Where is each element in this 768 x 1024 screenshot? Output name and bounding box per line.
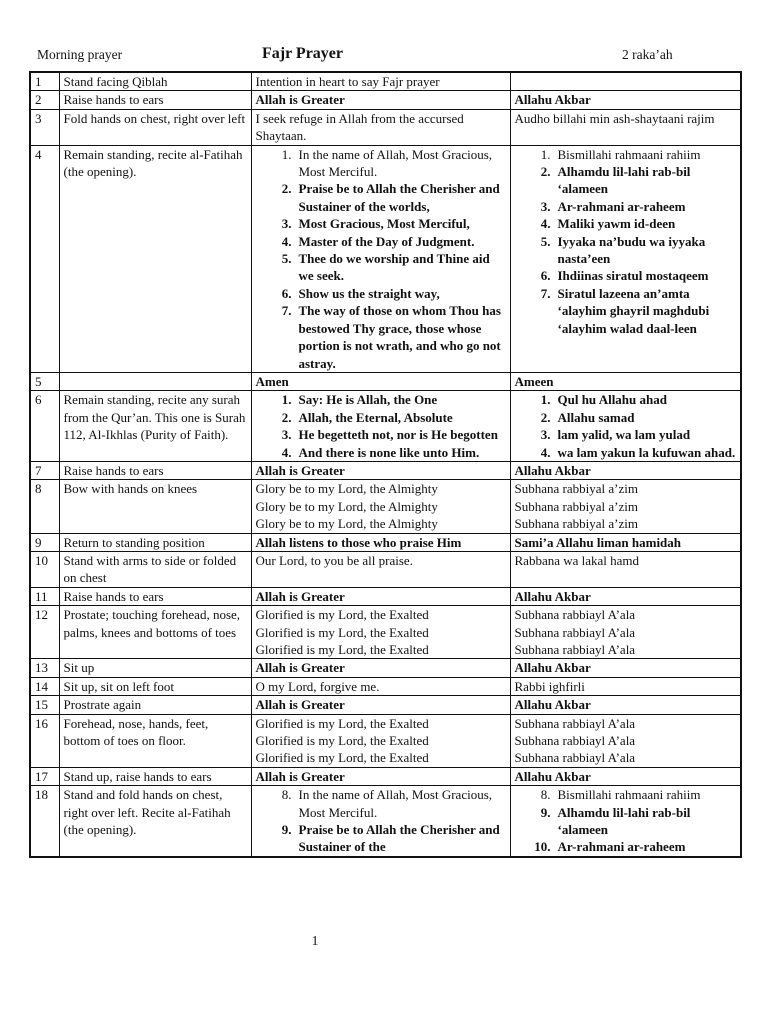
step-english: Allah is Greater bbox=[251, 767, 510, 785]
recitation-line: Glorified is my Lord, the Exalted bbox=[255, 733, 429, 749]
step-arabic: Allahu Akbar bbox=[510, 91, 741, 109]
step-action: Sit up, sit on left foot bbox=[59, 677, 251, 695]
step-number: 15 bbox=[30, 696, 59, 714]
step-action: Fold hands on chest, right over left bbox=[59, 109, 251, 145]
item-text: Say: He is Allah, the One bbox=[298, 392, 438, 408]
item-number: 2. bbox=[540, 164, 551, 180]
step-arabic: Allahu Akbar bbox=[510, 659, 741, 677]
ikhlas-arabic-list bbox=[515, 391, 737, 461]
step-number: 7 bbox=[30, 461, 59, 479]
step-english: I seek refuge in Allah from the accursed Shaytaan. bbox=[251, 109, 510, 145]
step-arabic: Allahu Akbar bbox=[510, 461, 741, 479]
item-number: 1. bbox=[281, 146, 292, 162]
table-row bbox=[30, 696, 741, 714]
item-text: Qul hu Allahu ahad bbox=[557, 392, 667, 408]
step-action: Bow with hands on knees bbox=[59, 480, 251, 533]
step-action: Raise hands to ears bbox=[59, 91, 251, 109]
table-row bbox=[30, 767, 741, 785]
list-item bbox=[515, 198, 737, 215]
list-item bbox=[515, 163, 737, 198]
step-arabic: Rabbana wa lakal hamd bbox=[510, 551, 741, 587]
item-number: 1. bbox=[540, 392, 551, 408]
table-row bbox=[30, 606, 741, 659]
step-action: Remain standing, recite al-Fatihah (the opening). bbox=[59, 145, 251, 372]
item-text: Alhamdu lil-lahi rab-bil ‘alameen bbox=[557, 164, 691, 197]
item-number: 7. bbox=[281, 303, 292, 319]
step-arabic bbox=[510, 145, 741, 372]
recitation-line: Glorified is my Lord, the Exalted bbox=[255, 607, 429, 623]
list-item bbox=[256, 250, 506, 285]
step-action: Stand up, raise hands to ears bbox=[59, 767, 251, 785]
list-item bbox=[515, 267, 737, 284]
list-item bbox=[256, 821, 506, 856]
recitation-line: Glorified is my Lord, the Exalted bbox=[255, 715, 429, 731]
step-number: 12 bbox=[30, 606, 59, 659]
list-item bbox=[515, 233, 737, 268]
item-text: Alhamdu lil-lahi rab-bil ‘alameen bbox=[557, 804, 691, 838]
step-arabic bbox=[510, 391, 741, 462]
table-row bbox=[30, 677, 741, 695]
step-action: Raise hands to ears bbox=[59, 461, 251, 479]
list-item bbox=[515, 786, 737, 803]
recitation-line: Glorified is my Lord, the Exalted bbox=[255, 642, 429, 657]
step-action bbox=[59, 372, 251, 390]
step-english: Allah listens to those who praise Him bbox=[251, 533, 510, 551]
step-number: 14 bbox=[30, 677, 59, 695]
table-row bbox=[30, 391, 741, 462]
item-number: 3. bbox=[540, 198, 551, 214]
list-item bbox=[256, 146, 506, 181]
recitation-line: Glory be to my Lord, the Almighty bbox=[255, 481, 438, 497]
item-number: 4. bbox=[540, 444, 551, 460]
item-text: Iyyaka na’budu wa iyyaka nasta’een bbox=[557, 233, 706, 267]
item-number: 3. bbox=[281, 427, 292, 443]
fatihah-arabic-list bbox=[515, 786, 737, 856]
document-title: Fajr Prayer bbox=[262, 45, 343, 62]
ikhlas-english-list bbox=[256, 391, 506, 461]
rakah-count: 2 raka’ah bbox=[622, 47, 673, 62]
table-row bbox=[30, 714, 741, 767]
step-arabic: Ameen bbox=[510, 372, 741, 390]
recitation-line: Subhana rabbiayl A’ala bbox=[514, 642, 636, 657]
list-item bbox=[515, 285, 737, 337]
list-item bbox=[515, 426, 737, 443]
item-text: Master of the Day of Judgment. bbox=[298, 233, 475, 249]
step-arabic bbox=[510, 606, 741, 659]
item-text: Bismillahi rahmaani rahiim bbox=[557, 146, 701, 162]
list-item bbox=[515, 838, 737, 855]
list-item bbox=[256, 444, 506, 461]
step-action: Remain standing, recite any surah from the Qur’an. This one is Surah 112, Al-Ikhlas (Purity of Faith). bbox=[59, 391, 251, 462]
step-english bbox=[251, 145, 510, 372]
item-text: Siratul lazeena an’amta ‘alayhim ghayril maghdubi ‘alayhim walad daal-leen bbox=[557, 285, 710, 336]
item-number: 4. bbox=[281, 444, 292, 460]
list-item bbox=[256, 786, 506, 821]
step-english: Intention in heart to say Fajr prayer bbox=[251, 72, 510, 91]
item-text: And there is none like unto Him. bbox=[298, 444, 480, 460]
step-arabic bbox=[510, 786, 741, 857]
recitation-line: Glory be to my Lord, the Almighty bbox=[255, 516, 438, 532]
step-arabic bbox=[510, 480, 741, 533]
item-number: 3. bbox=[281, 216, 292, 232]
step-number: 6 bbox=[30, 391, 59, 462]
list-item bbox=[515, 409, 737, 426]
step-number: 2 bbox=[30, 91, 59, 109]
list-item bbox=[515, 146, 737, 163]
step-arabic: Allahu Akbar bbox=[510, 587, 741, 605]
list-item bbox=[256, 285, 506, 302]
table-row bbox=[30, 659, 741, 677]
recitation-line: Subhana rabbiayl A’ala bbox=[514, 733, 636, 749]
step-action: Sit up bbox=[59, 659, 251, 677]
item-number: 5. bbox=[540, 233, 551, 249]
item-number: 3. bbox=[540, 427, 551, 443]
item-text: lam yalid, wa lam yulad bbox=[557, 427, 691, 443]
list-item bbox=[256, 302, 506, 372]
list-item bbox=[515, 215, 737, 232]
table-row bbox=[30, 91, 741, 109]
item-number: 8. bbox=[281, 787, 292, 803]
step-number: 11 bbox=[30, 587, 59, 605]
step-arabic: Sami’a Allahu liman hamidah bbox=[510, 533, 741, 551]
list-item bbox=[256, 426, 506, 443]
item-text: In the name of Allah, Most Gracious, Most Merciful. bbox=[298, 146, 493, 180]
item-text: The way of those on whom Thou has bestowed Thy grace, those whose portion is not wrath, and who go not astray. bbox=[298, 303, 501, 371]
item-number: 1. bbox=[540, 146, 551, 162]
fatihah-arabic-list bbox=[515, 146, 737, 337]
table-row bbox=[30, 72, 741, 91]
item-number: 2. bbox=[281, 409, 292, 425]
item-text: wa lam yakun la kufuwan ahad. bbox=[557, 444, 736, 460]
list-item bbox=[256, 233, 506, 250]
step-number: 3 bbox=[30, 109, 59, 145]
recitation-line: Subhana rabbiayl A’ala bbox=[514, 750, 636, 766]
prayer-steps-table bbox=[29, 71, 742, 858]
step-action: Return to standing position bbox=[59, 533, 251, 551]
item-text: Praise be to Allah the Cherisher and Sustainer of the bbox=[298, 822, 500, 855]
item-number: 4. bbox=[281, 233, 292, 249]
recitation-line: Glorified is my Lord, the Exalted bbox=[255, 624, 429, 640]
item-text: In the name of Allah, Most Gracious, Most Merciful. bbox=[298, 787, 493, 820]
step-number: 13 bbox=[30, 659, 59, 677]
table-row bbox=[30, 533, 741, 551]
item-number: 6. bbox=[540, 268, 551, 284]
item-number: 9. bbox=[281, 822, 292, 838]
step-number: 10 bbox=[30, 551, 59, 587]
item-number: 5. bbox=[281, 251, 292, 267]
step-arabic: Audho billahi min ash-shaytaani rajim bbox=[510, 109, 741, 145]
table-row bbox=[30, 551, 741, 587]
recitation-line: Subhana rabbiyal a’zim bbox=[514, 481, 638, 497]
table-row bbox=[30, 461, 741, 479]
item-text: Allahu samad bbox=[557, 409, 635, 425]
page-number: 1 bbox=[311, 933, 319, 948]
step-action: Forehead, nose, hands, feet, bottom of toes on floor. bbox=[59, 714, 251, 767]
step-arabic bbox=[510, 714, 741, 767]
table-row bbox=[30, 145, 741, 372]
list-item bbox=[256, 409, 506, 426]
step-english: Allah is Greater bbox=[251, 461, 510, 479]
item-text: Praise be to Allah the Cherisher and Sustainer of the worlds, bbox=[298, 181, 500, 214]
step-action: Prostrate again bbox=[59, 696, 251, 714]
document-header bbox=[37, 45, 737, 67]
item-number: 8. bbox=[540, 787, 551, 803]
step-arabic bbox=[510, 72, 741, 91]
step-number: 17 bbox=[30, 767, 59, 785]
list-item bbox=[515, 444, 737, 461]
item-number: 4. bbox=[540, 216, 551, 232]
table-row bbox=[30, 480, 741, 533]
step-english bbox=[251, 714, 510, 767]
step-arabic: Allahu Akbar bbox=[510, 767, 741, 785]
table-row bbox=[30, 587, 741, 605]
step-english bbox=[251, 391, 510, 462]
recitation-line: Subhana rabbiayl A’ala bbox=[514, 624, 636, 640]
item-number: 6. bbox=[281, 285, 292, 301]
step-english: O my Lord, forgive me. bbox=[251, 677, 510, 695]
recitation-line: Glory be to my Lord, the Almighty bbox=[255, 498, 438, 514]
table-row bbox=[30, 786, 741, 857]
table-row bbox=[30, 109, 741, 145]
item-text: Ihdiinas siratul mostaqeem bbox=[557, 268, 709, 284]
step-english: Our Lord, to you be all praise. bbox=[251, 551, 510, 587]
step-english bbox=[251, 786, 510, 857]
recitation-line: Subhana rabbiayl A’ala bbox=[514, 607, 636, 623]
item-text: Allah, the Eternal, Absolute bbox=[298, 409, 453, 425]
step-english: Allah is Greater bbox=[251, 659, 510, 677]
item-text: Most Gracious, Most Merciful, bbox=[298, 216, 470, 232]
item-text: Thee do we worship and Thine aid we seek. bbox=[298, 251, 490, 284]
item-number: 2. bbox=[540, 409, 551, 425]
item-number: 2. bbox=[281, 181, 292, 197]
item-number: 7. bbox=[540, 285, 551, 301]
step-action: Stand facing Qiblah bbox=[59, 72, 251, 91]
step-action: Prostate; touching forehead, nose, palms, knees and bottoms of toes bbox=[59, 606, 251, 659]
step-english bbox=[251, 480, 510, 533]
item-number: 9. bbox=[540, 804, 551, 820]
recitation-line: Subhana rabbiyal a’zim bbox=[514, 516, 638, 532]
item-text: Ar-rahmani ar-raheem bbox=[557, 839, 686, 855]
step-english: Allah is Greater bbox=[251, 587, 510, 605]
fatihah-english-list bbox=[256, 786, 506, 856]
item-text: Ar-rahmani ar-raheem bbox=[557, 198, 686, 214]
step-action: Stand with arms to side or folded on chest bbox=[59, 551, 251, 587]
list-item bbox=[515, 804, 737, 839]
recitation-line: Subhana rabbiayl A’ala bbox=[514, 715, 636, 731]
step-english: Allah is Greater bbox=[251, 696, 510, 714]
step-action: Stand and fold hands on chest, right over left. Recite al-Fatihah (the opening). bbox=[59, 786, 251, 857]
item-text: Maliki yawm id-deen bbox=[557, 216, 676, 232]
step-number: 5 bbox=[30, 372, 59, 390]
table-row bbox=[30, 372, 741, 390]
step-action: Raise hands to ears bbox=[59, 587, 251, 605]
prayer-time-label: Morning prayer bbox=[37, 47, 123, 62]
list-item bbox=[515, 391, 737, 408]
step-arabic: Allahu Akbar bbox=[510, 696, 741, 714]
fatihah-english-list bbox=[256, 146, 506, 372]
list-item bbox=[256, 180, 506, 215]
item-text: He begetteth not, nor is He begotten bbox=[298, 427, 498, 443]
recitation-line: Glorified is my Lord, the Exalted bbox=[255, 750, 429, 766]
list-item bbox=[256, 391, 506, 408]
item-number: 1. bbox=[281, 392, 292, 408]
recitation-line: Subhana rabbiyal a’zim bbox=[514, 498, 638, 514]
step-number: 18 bbox=[30, 786, 59, 857]
step-number: 1 bbox=[30, 72, 59, 91]
step-number: 4 bbox=[30, 145, 59, 372]
step-arabic: Rabbi ighfirli bbox=[510, 677, 741, 695]
step-number: 16 bbox=[30, 714, 59, 767]
step-english: Allah is Greater bbox=[251, 91, 510, 109]
item-text: Bismillahi rahmaani rahiim bbox=[557, 787, 701, 803]
step-number: 9 bbox=[30, 533, 59, 551]
step-number: 8 bbox=[30, 480, 59, 533]
item-text: Show us the straight way, bbox=[298, 285, 440, 301]
item-number: 10. bbox=[534, 839, 551, 855]
list-item bbox=[256, 215, 506, 232]
step-english: Amen bbox=[251, 372, 510, 390]
step-english bbox=[251, 606, 510, 659]
